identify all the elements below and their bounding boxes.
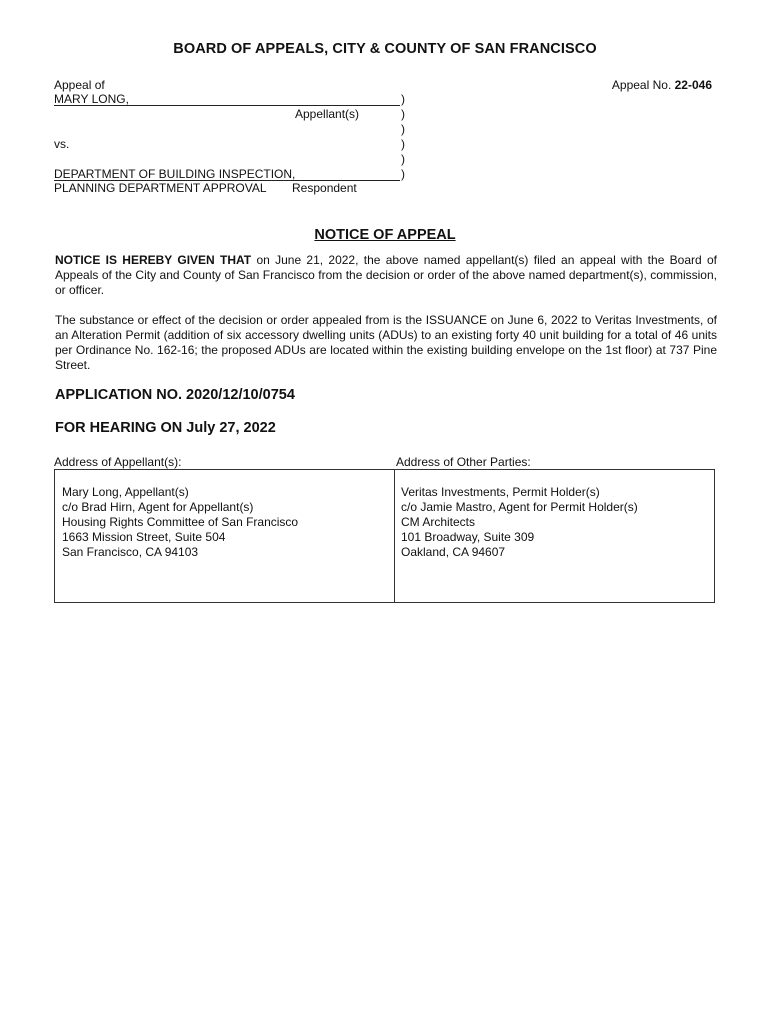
- appellant-name: MARY LONG,: [54, 92, 129, 106]
- appellant-role: Appellant(s): [295, 107, 360, 121]
- appellant-address-line: Housing Rights Committee of San Francisco: [62, 515, 299, 529]
- caption-paren: ): [401, 122, 405, 136]
- appellant-address-label: Address of Appellant(s):: [54, 455, 182, 469]
- notice-title: NOTICE OF APPEAL: [314, 227, 456, 243]
- address-divider: [394, 470, 395, 602]
- other-party-address-line: Oakland, CA 94607: [401, 545, 506, 559]
- appellant-address-line: c/o Brad Hirn, Agent for Appellant(s): [62, 500, 254, 514]
- appeal-number: [612, 78, 712, 93]
- other-party-address-line: Veritas Investments, Permit Holder(s): [401, 485, 600, 499]
- appellant-address: [62, 485, 298, 560]
- application-number: APPLICATION NO. 2020/12/10/0754: [55, 387, 295, 403]
- hearing-date: FOR HEARING ON July 27, 2022: [55, 420, 276, 436]
- appellant-underline: [54, 105, 400, 106]
- notice-paragraph-2: The substance or effect of the decision or order appealed from is the ISSUANCE on June 6, 2022 to Veritas Investments, of an Alteration Permit (addition of six accessory dwelling units (ADUs) to an existing forty 40 unit building for a total of 46 units per Ordinance No. 162-16; the proposed ADUs are located within the existing building envelope on the 1st floor) at 737 Pine Street.: [55, 313, 717, 372]
- caption-paren: ): [401, 107, 405, 121]
- other-parties-address-label: Address of Other Parties:: [396, 455, 531, 469]
- caption-paren: ): [401, 92, 405, 106]
- appellant-address-line: San Francisco, CA 94103: [62, 545, 199, 559]
- appeal-no-value: 22-046: [674, 78, 712, 92]
- notice-paragraph-1: [55, 253, 717, 298]
- notice-lead: NOTICE IS HEREBY GIVEN THAT: [55, 253, 252, 267]
- appellant-address-line: 1663 Mission Street, Suite 504: [62, 530, 226, 544]
- respondent-line-1: DEPARTMENT OF BUILDING INSPECTION,: [54, 167, 296, 181]
- other-parties-address: [401, 485, 638, 560]
- notice-body: on June 21, 2022, the above named appellant(s) filed an appeal with the Board of Appeals of the City and County of San Francisco from the decision or order of the above named department(s), commission, or officer.: [55, 253, 718, 297]
- respondent-role: Respondent: [292, 181, 357, 195]
- address-table: [54, 469, 715, 603]
- other-party-address-line: 101 Broadway, Suite 309: [401, 530, 535, 544]
- caption-paren: ): [401, 137, 405, 151]
- respondent-line-2: PLANNING DEPARTMENT APPROVAL: [54, 181, 267, 195]
- appeal-no-label: Appeal No.: [611, 78, 672, 92]
- document-title: BOARD OF APPEALS, CITY & COUNTY OF SAN FRANCISCO: [173, 41, 597, 57]
- caption-paren: ): [401, 152, 405, 166]
- other-party-address-line: c/o Jamie Mastro, Agent for Permit Holder(s): [401, 500, 638, 514]
- other-party-address-line: CM Architects: [401, 515, 476, 529]
- caption-paren: ): [401, 167, 405, 181]
- appellant-address-line: Mary Long, Appellant(s): [62, 485, 189, 499]
- vs-label: vs.: [54, 137, 70, 151]
- appeal-of-label: Appeal of: [54, 78, 105, 92]
